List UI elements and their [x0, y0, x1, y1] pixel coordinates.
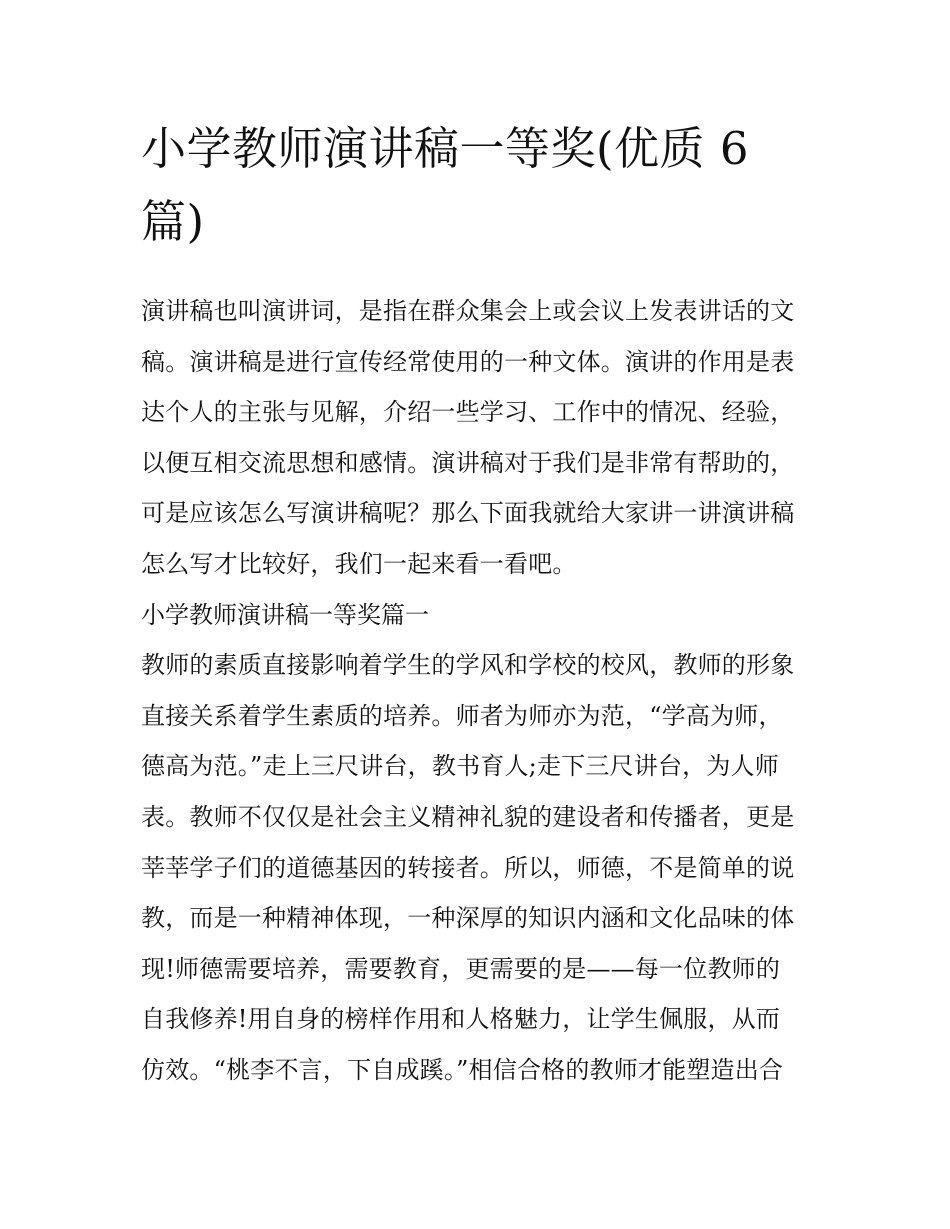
intro-line-6: 怎么写才比较好，我们一起来看一看吧。: [141, 549, 577, 578]
section-line-8: 自我修养!用自身的榜样作用和人格魅力，让学生佩服，从而: [141, 1005, 781, 1034]
section-line-5: 莘莘学子们的道德基因的转接者。所以，师德，不是简单的说: [141, 853, 795, 882]
section-line-1: 教师的素质直接影响着学生的学风和学校的校风，教师的形象: [141, 651, 795, 680]
section-line-6: 教，而是一种精神体现，一种深厚的知识内涵和文化品味的体: [141, 904, 795, 933]
title-line-1: 小学教师演讲稿一等奖(优质 6: [141, 122, 749, 175]
document-title: [141, 112, 813, 258]
intro-line-3: 达个人的主张与见解，介绍一些学习、工作中的情况、经验，: [141, 398, 795, 427]
intro-line-2: 稿。演讲稿是进行宣传经常使用的一种文体。演讲的作用是表: [141, 347, 795, 376]
section-line-4: 表。教师不仅仅是社会主义精神礼貌的建设者和传播者，更是: [141, 802, 795, 831]
section-line-7: 现!师德需要培养，需要教育，更需要的是——每一位教师的: [141, 954, 781, 983]
intro-line-5: 可是应该怎么写演讲稿呢？那么下面我就给大家讲一讲演讲稿: [141, 499, 795, 528]
title-line-2: 篇): [141, 195, 205, 248]
section-line-3: 德高为范。”走上三尺讲台，教书育人;走下三尺讲台，为人师: [141, 752, 779, 781]
document-body: [141, 286, 813, 1096]
section-line-9: 仿效。“桃李不言，下自成蹊。”相信合格的教师才能塑造出合: [141, 1055, 784, 1084]
intro-line-1: 演讲稿也叫演讲词，是指在群众集会上或会议上发表讲话的文: [141, 297, 795, 325]
document-page: [141, 112, 813, 1096]
section-line-2: 直接关系着学生素质的培养。师者为师亦为范，“学高为师，: [141, 701, 783, 730]
section-paragraph: [141, 640, 813, 1095]
intro-paragraph: [141, 286, 813, 590]
section-heading: 小学教师演讲稿一等奖篇一: [141, 600, 429, 629]
intro-line-4: 以便互相交流思想和感情。演讲稿对于我们是非常有帮助的，: [141, 448, 795, 477]
